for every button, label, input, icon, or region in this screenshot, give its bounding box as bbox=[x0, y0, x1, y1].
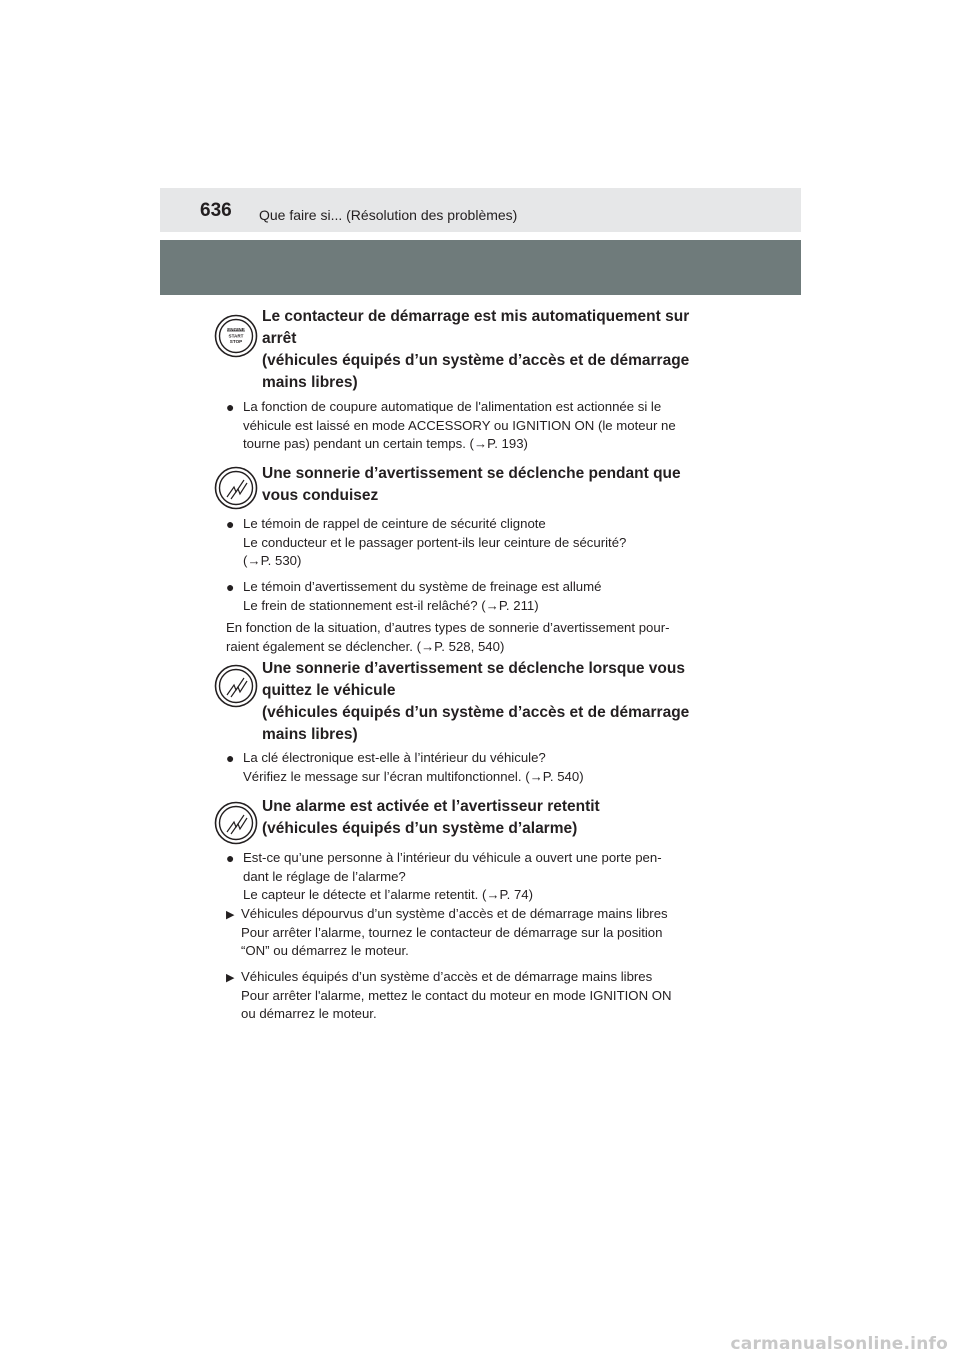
page-number: 636 bbox=[200, 200, 232, 221]
engine-label: ENGINE bbox=[227, 327, 245, 332]
list-item: ● La fonction de coupure automatique de l'alimentation est actionnée si le véhicule est laissé en mode ACCESSORY ou IGNITION ON (le moteur ne tourne pas) pendant un certain temps. (→P. 193) bbox=[226, 399, 676, 451]
section-heading: Une alarme est activée et l’avertisseur retentit (véhicules équipés d’un système d’alarme) bbox=[262, 798, 600, 837]
buzzer-icon bbox=[214, 664, 258, 708]
bullet-icon: ● bbox=[226, 579, 235, 595]
triangle-bullet-icon: ▶ bbox=[226, 909, 235, 921]
section-heading: Une sonnerie d’avertissement se déclenche pendant que vous conduisez bbox=[262, 465, 681, 504]
watermark-link[interactable]: carmanualsonline.info bbox=[730, 1334, 948, 1354]
bullet-icon: ● bbox=[226, 516, 235, 532]
engine-start-stop-icon bbox=[214, 314, 258, 358]
list-item: ● Le témoin de rappel de ceinture de sécurité clignote Le conducteur et le passager portent-ils leur ceinture de sécurité? (→P. 530) bbox=[226, 516, 627, 568]
list-item: ● La clé électronique est-elle à l’intérieur du véhicule? Vérifiez le message sur l’écran multifonctionnel. (→P. 540) bbox=[226, 750, 584, 784]
bullet-icon: ● bbox=[226, 750, 235, 766]
sub-list-item: ▶ Véhicules équipés d’un système d’accès et de démarrage mains libres Pour arrêter l'alarme, mettez le contact du moteur en mode IGNITION ON ou démarrez le moteur. bbox=[226, 969, 672, 1021]
buzzer-icon bbox=[214, 801, 258, 845]
section-heading: Le contacteur de démarrage est mis automatiquement sur arrêt (véhicules équipés d’un système d’accès et de démarrage mains libres) bbox=[262, 308, 690, 391]
section-note: En fonction de la situation, d’autres types de sonnerie d’avertissement pour- raient également se déclencher. (→P. 528, 540) bbox=[226, 620, 670, 654]
section-title: Que faire si... (Résolution des problèmes) bbox=[259, 207, 518, 223]
bullet-icon: ● bbox=[226, 850, 235, 866]
sub-list-item: ▶ Véhicules dépourvus d’un système d’accès et de démarrage mains libres Pour arrêter l’alarme, tournez le contacteur de démarrage sur la position “ON” ou démarrez le moteur. bbox=[226, 906, 668, 958]
list-item: ● Est-ce qu’une personne à l’intérieur du véhicule a ouvert une porte pen- dant le réglage de l’alarme? Le capteur le détecte et l’alarme retentit. (→P. 74) bbox=[226, 850, 662, 902]
start-label: START bbox=[228, 333, 244, 339]
list-item: ● Le témoin d’avertissement du système de freinage est allumé Le frein de stationnement est-il relâché? (→P. 211) bbox=[226, 579, 602, 613]
stop-label: STOP bbox=[229, 339, 243, 344]
section-heading: Une sonnerie d’avertissement se déclenche lorsque vous quittez le véhicule (véhicules équipés d’un système d’accès et de démarrage mains libres) bbox=[262, 660, 690, 743]
triangle-bullet-icon: ▶ bbox=[226, 972, 235, 984]
buzzer-icon bbox=[214, 466, 258, 510]
bullet-icon: ● bbox=[226, 399, 235, 415]
